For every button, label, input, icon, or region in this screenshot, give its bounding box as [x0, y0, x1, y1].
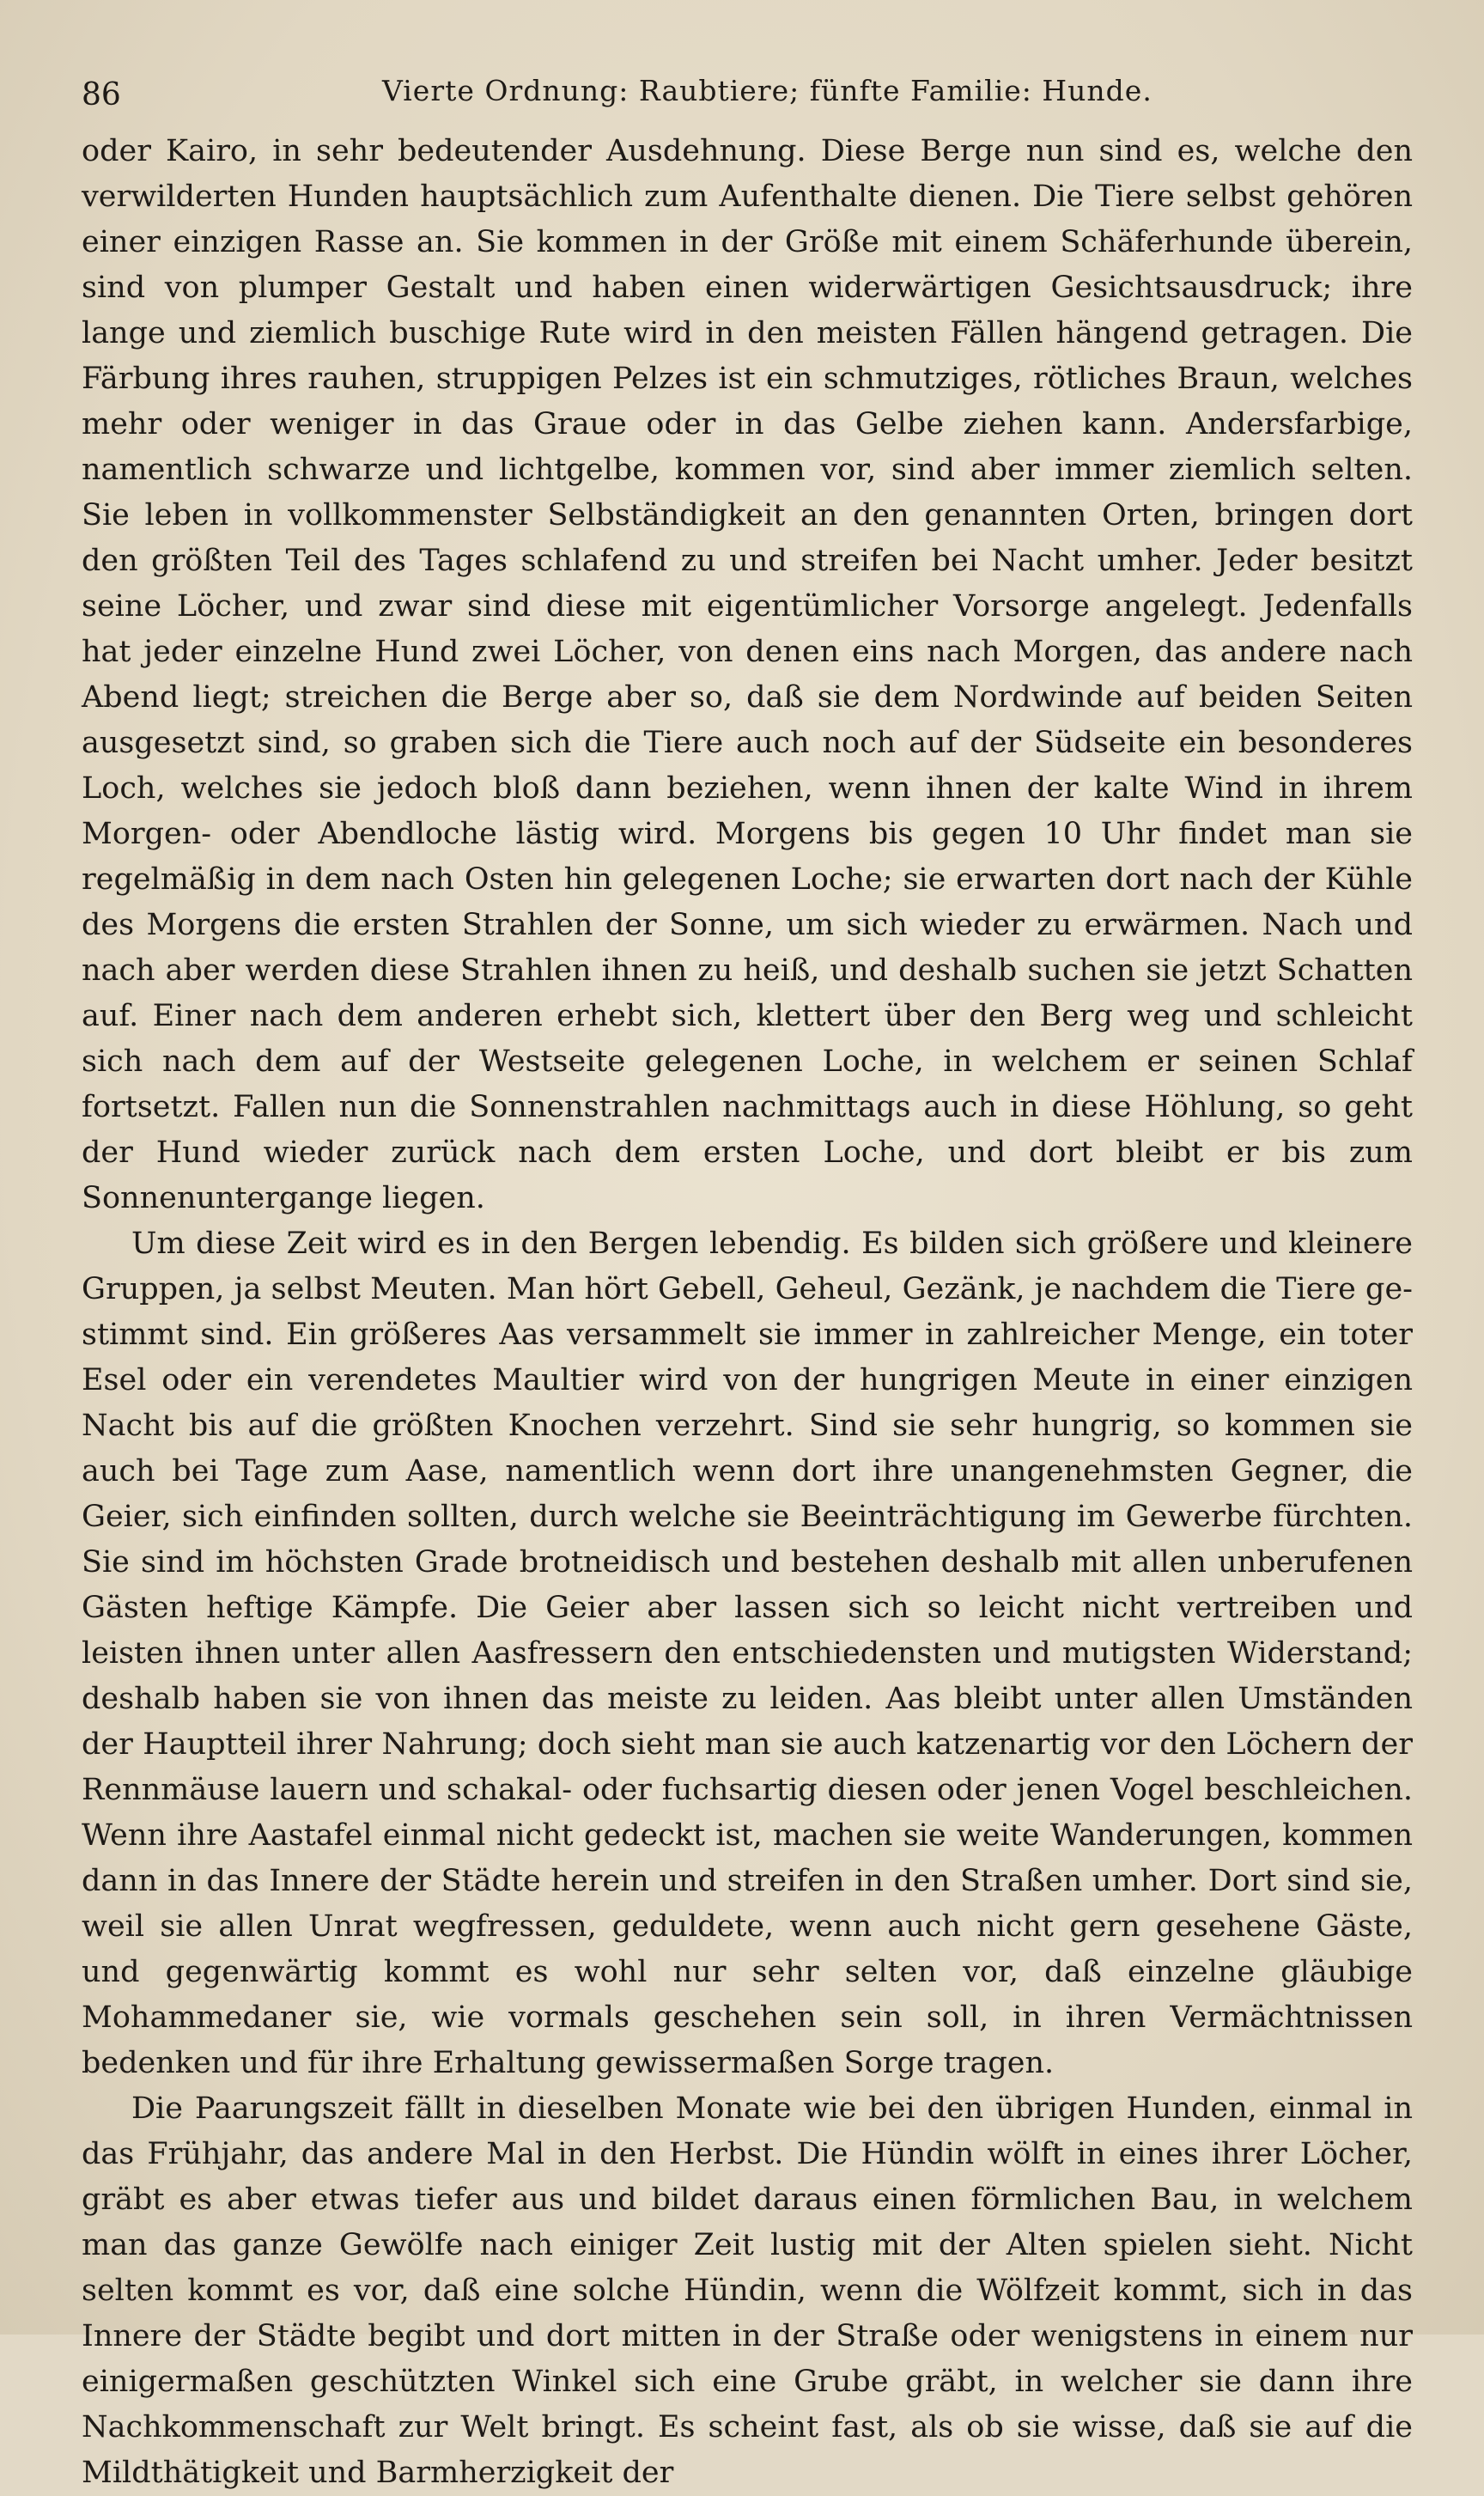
- paragraph: oder Kairo, in sehr bedeutender Ausdehnung. Diese Berge nun sind es, welche den verwilderten Hunden hauptsächlich zum Aufenthalte dienen. Die Tiere selbst gehören einer einzigen Rasse an. Sie kommen in der Größe mit einem Schäferhunde überein, sind von plumper Gestalt und haben einen widerwärtigen Gesichtsausdruck; ihre lange und ziemlich buschige Rute wird in den meisten Fällen hängend getragen. Die Färbung ihres rauhen, struppigen Pelzes ist ein schmutziges, rötliches Braun, welches mehr oder weniger in das Graue oder in das Gelbe ziehen kann. Andersfarbige, namentlich schwarze und lichtgelbe, kommen vor, sind aber immer ziemlich selten. Sie leben in vollkommenster Selbständigkeit an den genannten Orten, bringen dort den größten Teil des Tages schlafend zu und streifen bei Nacht umher. Jeder besitzt seine Löcher, und zwar sind diese mit eigentümlicher Vorsorge angelegt. Jedenfalls hat jeder einzelne Hund zwei Löcher, von denen eins nach Morgen, das andere nach Abend liegt; streichen die Berge aber so, daß sie dem Nordwinde auf beiden Seiten ausgesetzt sind, so graben sich die Tiere auch noch auf der Südseite ein besonderes Loch, welches sie jedoch bloß dann beziehen, wenn ihnen der kalte Wind in ihrem Morgen- oder Abendloche lästig wird. Morgens bis gegen 10 Uhr findet man sie regelmäßig in dem nach Osten hin gelegenen Loche; sie erwarten dort nach der Kühle des Morgens die ersten Strahlen der Sonne, um sich wieder zu erwärmen. Nach und nach aber werden diese Strahlen ihnen zu heiß, und deshalb suchen sie jetzt Schatten auf. Einer nach dem anderen erhebt sich, klettert über den Berg weg und schleicht sich nach dem auf der Westseite gelegenen Loche, in welchem er seinen Schlaf fortsetzt. Fallen nun die Sonnenstrahlen nachmittags auch in diese Höhlung, so geht der Hund wieder zurück nach dem ersten Loche, und dort bleibt er bis zum Sonnenuntergange liegen.: [82, 134, 1413, 1215]
- page-header: [82, 69, 1413, 120]
- paragraph: Um diese Zeit wird es in den Bergen lebendig. Es bilden sich größere und kleinere Gruppen, ja selbst Meuten. Man hört Gebell, Geheul, Gezänk, je nachdem die Tiere gestimmt sind. Ein größeres Aas versammelt sie immer in zahlreicher Menge, ein toter Esel oder ein verendetes Maultier wird von der hungrigen Meute in einer einzigen Nacht bis auf die größten Knochen verzehrt. Sind sie sehr hungrig, so kommen sie auch bei Tage zum Aase, namentlich wenn dort ihre unangenehmsten Gegner, die Geier, sich einfinden sollten, durch welche sie Beeinträchtigung im Gewerbe fürchten. Sie sind im höchsten Grade brotneidisch und bestehen deshalb mit allen unberufenen Gästen heftige Kämpfe. Die Geier aber lassen sich so leicht nicht vertreiben und leisten ihnen unter allen Aasfressern den entschiedensten und mutigsten Widerstand; deshalb haben sie von ihnen das meiste zu leiden. Aas bleibt unter allen Umständen der Hauptteil ihrer Nahrung; doch sieht man sie auch katzenartig vor den Löchern der Rennmäuse lauern und schakal- oder fuchsartig diesen oder jenen Vogel beschleichen. Wenn ihre Aastafel einmal nicht gedeckt ist, machen sie weite Wanderungen, kommen dann in das Innere der Städte herein und streifen in den Straßen umher. Dort sind sie, weil sie allen Unrat wegfressen, geduldete, wenn auch nicht gern gesehene Gäste, und gegenwärtig kommt es wohl nur sehr selten vor, daß einzelne gläubige Mohammedaner sie, wie vormals geschehen sein soll, in ihren Vermächtnissen bedenken und für ihre Erhaltung gewissermaßen Sorge tragen.: [82, 1227, 1413, 2080]
- page-number: 86: [82, 77, 121, 113]
- running-title: Vierte Ordnung: Raubtiere; fünfte Familie: Hunde.: [382, 74, 1153, 107]
- paragraph: Die Paarungszeit fällt in dieselben Monate wie bei den übrigen Hunden, einmal in das Frühjahr, das andere Mal in den Herbst. Die Hündin wölft in eines ihrer Löcher, gräbt es aber etwas tiefer aus und bildet daraus einen förmlichen Bau, in welchem man das ganze Gewölfe nach einiger Zeit lustig mit der Alten spielen sieht. Nicht selten kommt es vor, daß eine solche Hündin, wenn die Wölfzeit kommt, sich in das Innere der Städte begibt und dort mitten in der Straße oder wenigstens in einem nur einigermaßen geschützten Winkel sich eine Grube gräbt, in welcher sie dann ihre Nachkommenschaft zur Welt bringt. Es scheint fast, als ob sie wisse, daß sie auf die Mildthätigkeit und Barmherzigkeit der: [82, 2091, 1413, 2490]
- body-text: [82, 129, 1413, 2496]
